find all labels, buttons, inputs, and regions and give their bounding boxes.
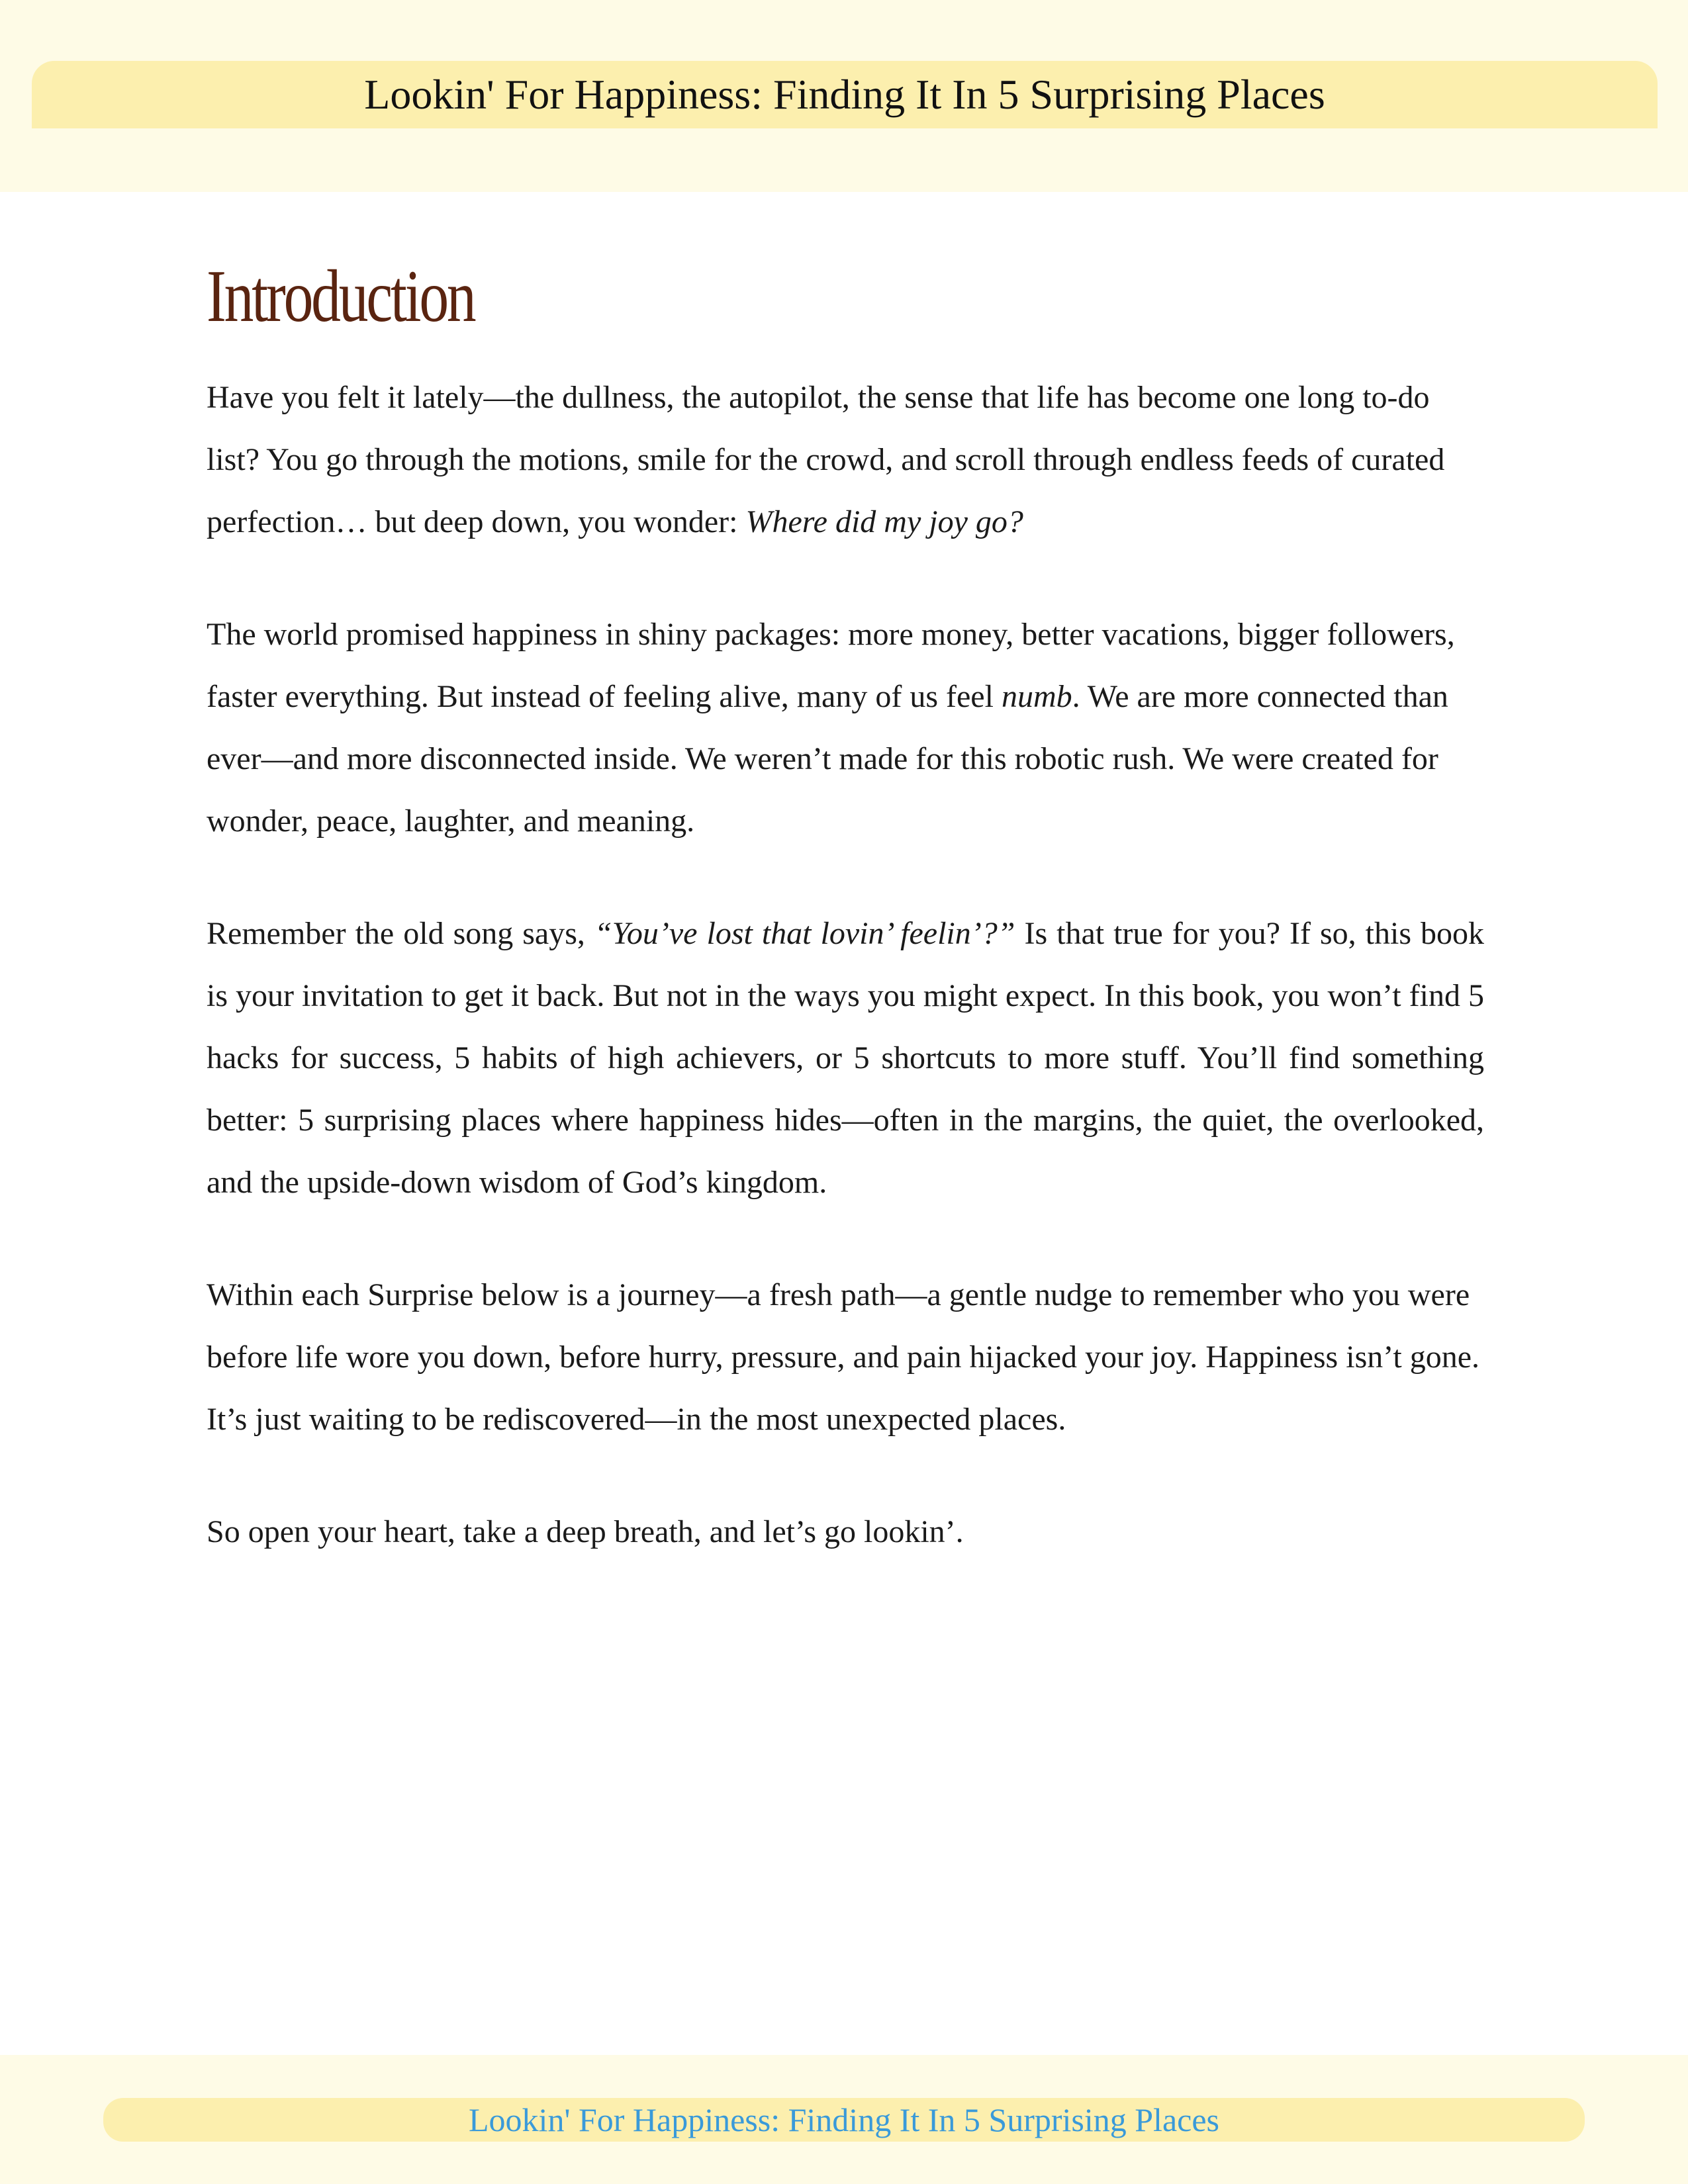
paragraph-1-italic: Where did my joy go? [745,504,1023,539]
paragraph-5: So open your heart, take a deep breath, and let’s go lookin’. [207,1514,964,1549]
header-banner [32,61,1658,128]
chapter-title: Introduction [207,255,475,338]
header-title: Lookin' For Happiness: Finding It In 5 Surprising Places [364,71,1325,118]
paragraph-1-text: Have you felt it lately—the dullness, the autopilot, the sense that life has become one long to-do list? You go through the motions, smile for the crowd, and scroll through endless feeds of curated perfection… but deep down, you wonder: [207,379,1445,539]
paragraph-2 [207,604,1484,852]
paragraph-3-text-after: Is that true for you? If so, this book is your invitation to get it back. But not in the ways you might expect. In this book, you won’t find 5 hacks for success, 5 habits of high achievers, or 5 shortcuts to more stuff. You’ll find something better: 5 surprising places where happiness hides—often in the margins, the quiet, the overlooked, and the upside-down wisdom of God’s kingdom. [207,915,1484,1200]
paragraph-1 [207,367,1484,553]
paragraph-3 [207,903,1484,1214]
page-content [207,255,1484,1614]
footer-banner [103,2098,1585,2142]
page-header [0,0,1688,192]
paragraph-4: Within each Surprise below is a journey—a fresh path—a gentle nudge to remember who you were before life wore you down, before hurry, pressure, and pain hijacked your joy. Happiness isn’t gone. It’s just waiting to be rediscovered—in the most unexpected places. [207,1277,1479,1437]
footer-title: Lookin' For Happiness: Finding It In 5 Surprising Places [469,2101,1219,2138]
paragraph-3-text-before: Remember the old song says, [207,915,594,951]
paragraph-2-italic: numb [1001,678,1072,714]
paragraph-2-text-after: . We are more connected than ever—and more disconnected inside. We weren’t made for this robotic rush. We were created for wonder, peace, laughter, and meaning. [207,678,1448,839]
paragraph-2-text-before: The world promised happiness in shiny packages: more money, better vacations, bigger followers, faster everything. But instead of feeling alive, many of us feel [207,616,1455,714]
paragraph-3-italic: “You’ve lost that lovin’ feelin’?” [594,915,1015,951]
